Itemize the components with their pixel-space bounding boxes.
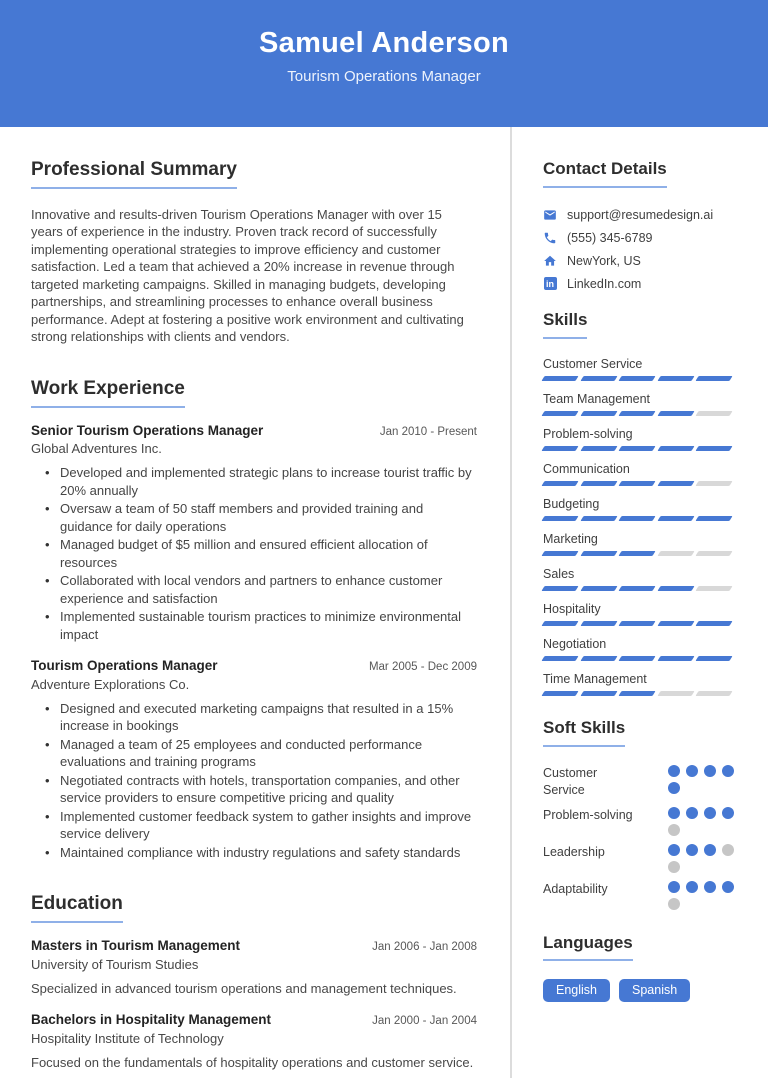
soft-skill-dots bbox=[668, 807, 735, 836]
skill-bar-segment bbox=[618, 446, 655, 451]
skill-bar-segment bbox=[657, 656, 694, 661]
skill-level-bar bbox=[543, 516, 735, 521]
email-icon bbox=[543, 208, 557, 222]
skill-bar-segment bbox=[618, 411, 655, 416]
skill-bar-segment bbox=[541, 481, 578, 486]
home-icon bbox=[543, 254, 557, 268]
job-bullet: • Designed and executed marketing campaigns that resulted in a 15% increase in bookings bbox=[45, 700, 477, 735]
education-entry bbox=[31, 1011, 477, 1071]
skill-bar-segment bbox=[695, 376, 732, 381]
skill-bar-segment bbox=[580, 656, 617, 661]
skill-bar-segment bbox=[541, 411, 578, 416]
soft-skill-dot bbox=[704, 881, 716, 893]
soft-skill-label: Adaptability bbox=[543, 881, 608, 896]
skill-bar-segment bbox=[580, 516, 617, 521]
experience-heading: Work Experience bbox=[31, 379, 185, 408]
skill-bar-segment bbox=[580, 691, 617, 696]
skill-row bbox=[543, 357, 735, 381]
job-company: Adventure Explorations Co. bbox=[31, 676, 190, 692]
soft-skill-dot bbox=[668, 844, 680, 856]
skill-level-bar bbox=[543, 551, 735, 556]
contact-item bbox=[543, 208, 735, 222]
job-dates: Jan 2010 - Present bbox=[379, 425, 477, 438]
skill-bar-segment bbox=[695, 586, 732, 591]
skill-bar-segment bbox=[695, 691, 732, 696]
summary-section bbox=[31, 160, 477, 346]
job-title: Tourism Operations Manager bbox=[31, 658, 218, 674]
soft-skill-dot bbox=[704, 765, 716, 777]
phone-icon bbox=[543, 231, 557, 245]
soft-skill-dot bbox=[668, 824, 680, 836]
job-company: Global Adventures Inc. bbox=[31, 441, 162, 457]
content-columns bbox=[0, 127, 768, 1078]
soft-skill-dot bbox=[722, 844, 734, 856]
skill-bar-segment bbox=[541, 656, 578, 661]
skill-label: Problem-solving bbox=[543, 426, 633, 441]
education-entry-header bbox=[31, 1011, 477, 1029]
soft-skill-label: Customer Service bbox=[543, 765, 598, 797]
skill-bar-segment bbox=[695, 446, 732, 451]
education-dates: Jan 2000 - Jan 2004 bbox=[372, 1015, 477, 1028]
contact-list bbox=[543, 208, 735, 291]
languages-heading: Languages bbox=[543, 934, 633, 962]
soft-skill-dots bbox=[668, 844, 735, 873]
skill-bar-segment bbox=[580, 481, 617, 486]
job-dates: Mar 2005 - Dec 2009 bbox=[368, 661, 477, 674]
skill-label: Communication bbox=[543, 461, 630, 476]
contact-heading: Contact Details bbox=[543, 160, 667, 188]
skill-bar-segment bbox=[657, 376, 694, 381]
linkedin-icon: in bbox=[543, 277, 557, 291]
skill-row bbox=[543, 462, 735, 486]
skill-level-bar bbox=[543, 691, 735, 696]
skill-bar-segment bbox=[657, 446, 694, 451]
skill-bar-segment bbox=[695, 411, 732, 416]
skill-bar-segment bbox=[657, 411, 694, 416]
school-name: University of Tourism Studies bbox=[31, 956, 199, 972]
skill-label: Team Management bbox=[543, 391, 651, 406]
education-heading: Education bbox=[31, 894, 123, 923]
soft-skill-row bbox=[543, 765, 735, 799]
soft-skill-dot bbox=[668, 898, 680, 910]
main-column bbox=[31, 127, 477, 1078]
skill-bar-segment bbox=[657, 516, 694, 521]
skill-label: Customer Service bbox=[543, 356, 643, 371]
school-name: Hospitality Institute of Technology bbox=[31, 1031, 224, 1046]
job-bullet: • Managed a team of 25 employees and conducted performance evaluations and training programs bbox=[45, 736, 477, 771]
skill-bar-segment bbox=[541, 621, 578, 626]
degree-title: Bachelors in Hospitality Management bbox=[31, 1012, 272, 1028]
contact-item bbox=[543, 231, 735, 245]
soft-skill-dot bbox=[722, 881, 734, 893]
contact-text[interactable]: LinkedIn.com bbox=[567, 276, 642, 291]
jobs-container bbox=[31, 422, 477, 862]
skill-label: Time Management bbox=[543, 671, 647, 686]
skill-bar-segment bbox=[580, 411, 617, 416]
skill-bar-segment bbox=[541, 586, 578, 591]
skill-row bbox=[543, 427, 735, 451]
job-title: Senior Tourism Operations Manager bbox=[31, 422, 264, 438]
soft-skill-dot bbox=[704, 807, 716, 819]
skill-level-bar bbox=[543, 411, 735, 416]
soft-skill-dot bbox=[704, 844, 716, 856]
skill-bar-segment bbox=[618, 656, 655, 661]
soft-skill-dot bbox=[722, 807, 734, 819]
job-bullet: • Implemented customer feedback system to gather insights and improve service delivery bbox=[45, 808, 477, 843]
skill-level-bar bbox=[543, 376, 735, 381]
soft-skill-dot bbox=[722, 765, 734, 777]
skill-bar-segment bbox=[695, 621, 732, 626]
skill-row bbox=[543, 567, 735, 591]
job-bullet: • Collaborated with local vendors and partners to enhance customer experience and satisfaction bbox=[45, 572, 477, 607]
job-bullet: • Developed and implemented strategic plans to increase tourist traffic by 20% annually bbox=[45, 464, 477, 499]
skill-label: Marketing bbox=[543, 531, 598, 546]
skill-bar-segment bbox=[580, 551, 617, 556]
contact-item bbox=[543, 254, 735, 268]
skill-bar-segment bbox=[618, 376, 655, 381]
skill-bar-segment bbox=[695, 656, 732, 661]
skill-row bbox=[543, 672, 735, 696]
job-bullet: • Implemented sustainable tourism practices to minimize environmental impact bbox=[45, 608, 477, 643]
language-pill: English bbox=[543, 979, 610, 1002]
languages-section bbox=[543, 934, 735, 1003]
candidate-name: Samuel Anderson bbox=[259, 27, 509, 59]
job-entry bbox=[31, 422, 477, 644]
skill-bar-segment bbox=[618, 691, 655, 696]
skill-row bbox=[543, 497, 735, 521]
skill-row bbox=[543, 392, 735, 416]
skill-bar-segment bbox=[541, 551, 578, 556]
skills-list bbox=[543, 357, 735, 696]
skill-label: Budgeting bbox=[543, 496, 600, 511]
skill-bar-segment bbox=[541, 446, 578, 451]
soft-skill-dot bbox=[686, 765, 698, 777]
skill-bar-segment bbox=[541, 376, 578, 381]
skill-bar-segment bbox=[618, 481, 655, 486]
soft-skill-dot bbox=[668, 881, 680, 893]
job-entry-header bbox=[31, 657, 477, 675]
languages-list bbox=[543, 979, 735, 1002]
education-entry bbox=[31, 937, 477, 997]
skill-label: Negotiation bbox=[543, 636, 607, 651]
job-bullet-list bbox=[31, 700, 477, 862]
soft-skill-dot bbox=[668, 807, 680, 819]
skill-level-bar bbox=[543, 446, 735, 451]
job-bullet: • Oversaw a team of 50 staff members and provided training and guidance for daily operations bbox=[45, 500, 477, 535]
skill-bar-segment bbox=[657, 551, 694, 556]
education-description: Specialized in advanced tourism operations and management techniques. bbox=[31, 980, 457, 996]
job-bullet-list bbox=[31, 464, 477, 643]
education-dates: Jan 2006 - Jan 2008 bbox=[372, 941, 477, 954]
education-description: Focused on the fundamentals of hospitality operations and customer service. bbox=[31, 1055, 474, 1070]
skill-level-bar bbox=[543, 621, 735, 626]
column-divider bbox=[510, 127, 512, 1078]
skill-bar-segment bbox=[541, 516, 578, 521]
skill-level-bar bbox=[543, 656, 735, 661]
education-container bbox=[31, 937, 477, 1071]
skill-bar-segment bbox=[657, 481, 694, 486]
soft-skill-dot bbox=[686, 844, 698, 856]
soft-skill-dots bbox=[668, 765, 735, 794]
job-bullet: • Maintained compliance with industry regulations and safety standards bbox=[45, 844, 477, 862]
skills-section bbox=[543, 311, 735, 696]
skill-bar-segment bbox=[618, 516, 655, 521]
soft-skill-row bbox=[543, 844, 735, 873]
skill-bar-segment bbox=[541, 691, 578, 696]
skill-level-bar bbox=[543, 586, 735, 591]
contact-item bbox=[543, 277, 735, 291]
education-entry-header bbox=[31, 937, 477, 955]
soft-skill-dot bbox=[668, 861, 680, 873]
education-section bbox=[31, 894, 477, 1071]
skill-bar-segment bbox=[618, 621, 655, 626]
soft-skill-dot bbox=[668, 782, 680, 794]
soft-skills-list bbox=[543, 765, 735, 910]
contact-text[interactable]: support@resumedesign.ai bbox=[567, 207, 714, 222]
skill-row bbox=[543, 637, 735, 661]
summary-text: Innovative and results-driven Tourism Operations Manager with over 15 years of experience in the industry. Proven track record of successfully implementing operational strategies to improve efficiency and customer satisfaction. Led a team that achieved a 20% increase in revenue through targeted marketing campaigns. Skilled in managing budgets, developing partnerships, and streamlining processes to enhance overall business performance. Adept at fostering a positive work environment and cultivating strong relationships with clients and vendors. bbox=[31, 206, 464, 345]
contact-text: (555) 345-6789 bbox=[567, 230, 653, 245]
skill-bar-segment bbox=[580, 376, 617, 381]
soft-skills-section bbox=[543, 719, 735, 910]
summary-heading: Professional Summary bbox=[31, 160, 237, 189]
candidate-job-title: Tourism Operations Manager bbox=[287, 67, 481, 85]
job-bullet: • Negotiated contracts with hotels, transportation companies, and other service providers to ensure competitive pricing and quality bbox=[45, 772, 477, 807]
skill-row bbox=[543, 532, 735, 556]
soft-skill-row bbox=[543, 807, 735, 836]
skill-bar-segment bbox=[657, 586, 694, 591]
soft-skill-dot bbox=[668, 765, 680, 777]
skill-bar-segment bbox=[580, 446, 617, 451]
skill-bar-segment bbox=[618, 586, 655, 591]
job-entry-header bbox=[31, 422, 477, 440]
soft-skill-label: Problem-solving bbox=[543, 807, 633, 822]
degree-title: Masters in Tourism Management bbox=[31, 938, 241, 954]
skill-level-bar bbox=[543, 481, 735, 486]
soft-skills-heading: Soft Skills bbox=[543, 719, 625, 747]
experience-section bbox=[31, 379, 477, 862]
skill-bar-segment bbox=[657, 691, 694, 696]
skill-bar-segment bbox=[580, 586, 617, 591]
skill-bar-segment bbox=[580, 621, 617, 626]
skill-bar-segment bbox=[657, 621, 694, 626]
soft-skill-dot bbox=[686, 881, 698, 893]
skill-bar-segment bbox=[695, 481, 732, 486]
language-pill: Spanish bbox=[619, 979, 690, 1002]
skills-heading: Skills bbox=[543, 311, 587, 339]
resume-header bbox=[0, 0, 768, 127]
skill-bar-segment bbox=[695, 551, 732, 556]
soft-skill-row bbox=[543, 881, 735, 910]
contact-text: NewYork, US bbox=[567, 253, 641, 268]
soft-skill-dot bbox=[686, 807, 698, 819]
job-entry bbox=[31, 657, 477, 861]
job-bullet: • Managed budget of $5 million and ensured efficient allocation of resources bbox=[45, 536, 477, 571]
skill-bar-segment bbox=[618, 551, 655, 556]
skill-label: Sales bbox=[543, 566, 575, 581]
skill-label: Hospitality bbox=[543, 601, 601, 616]
soft-skill-dots bbox=[668, 881, 735, 910]
soft-skill-label: Leadership bbox=[543, 844, 605, 859]
contact-section bbox=[543, 160, 735, 291]
skill-bar-segment bbox=[695, 516, 732, 521]
skill-row bbox=[543, 602, 735, 626]
sidebar-column bbox=[543, 127, 735, 1078]
